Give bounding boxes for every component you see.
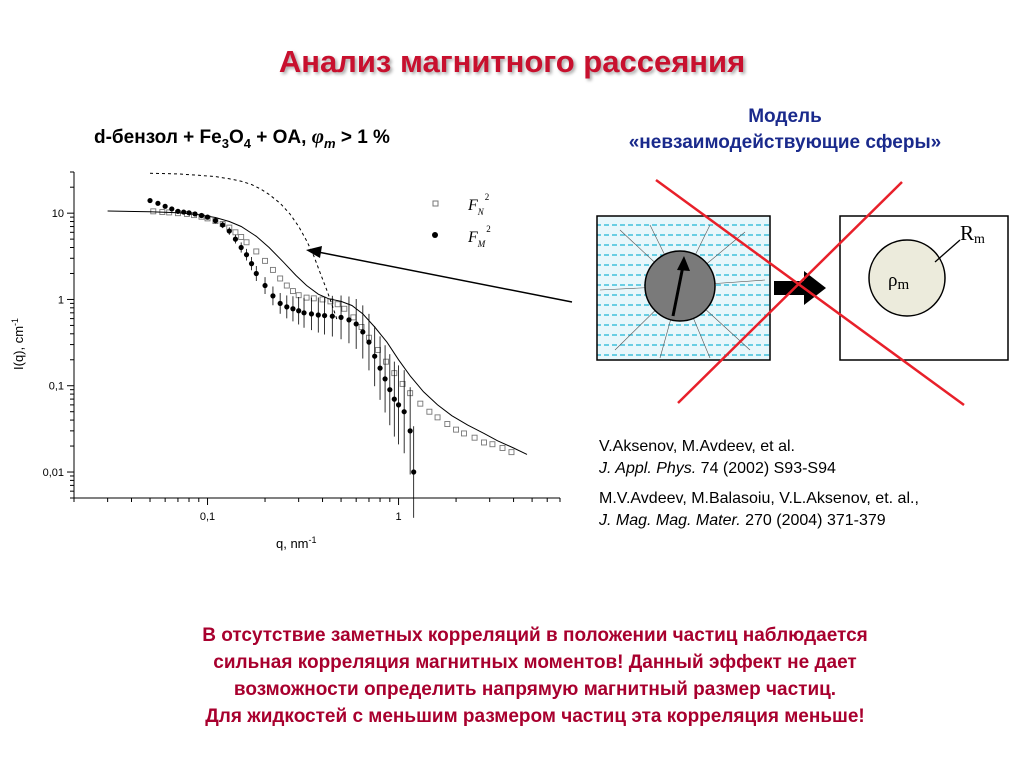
data-point-fn2 [296,293,301,298]
chart-ticks [67,172,560,505]
data-point-fm2 [408,428,413,433]
conclusion-line-4: Для жидкостей с меньшим размером частиц эта корреляция меньше! [205,706,865,727]
data-point-fm2 [254,271,259,276]
data-point-fm2 [372,354,377,359]
data-point-fn2 [427,409,432,414]
r-m-label: Rm [960,221,985,247]
data-point-fm2 [322,313,327,318]
data-point-fn2 [418,401,423,406]
reference-2-journal: J. Mag. Mag. Mater. [599,512,741,529]
model-title-line1: Модель [748,106,822,127]
data-point-fm2 [233,237,238,242]
data-point-fm2 [330,314,335,319]
data-point-fm2 [227,228,232,233]
y-tick-label: 10 [51,208,64,221]
sample-label [94,124,390,151]
data-point-fm2 [309,311,314,316]
chart-x-axis-label: q, $nm^{-1}$ [276,535,317,551]
reference-2-authors: M.V.Avdeev, M.Balasoiu, V.L.Aksenov, et. al., [599,490,919,507]
sample-sub1: 3 [221,135,229,151]
conclusion-text [70,622,1000,730]
data-point-fm2 [262,283,267,288]
chart-legend [432,192,491,249]
slide-title: Анализ магнитного рассеяния [278,44,746,79]
data-point-fn2 [351,315,356,320]
data-point-fm2 [338,315,343,320]
reference-1-authors: V.Aksenov, M.Avdeev, et al. [599,438,795,455]
data-point-fn2 [500,445,505,450]
data-point-fn2 [445,422,450,427]
data-point-fn2 [342,306,347,311]
data-point-fm2 [387,387,392,392]
sample-suffix: + OA, [250,127,312,148]
data-point-fm2 [186,210,191,215]
data-point-fm2 [290,306,295,311]
data-point-fn2 [509,450,514,455]
conclusion-line-1: В отсутствие заметных корреляций в положении частиц наблюдается [202,625,868,646]
legend-marker-fm2 [432,232,438,238]
data-point-fm2 [382,376,387,381]
data-point-fm2 [296,308,301,313]
dashed-curve [150,173,338,322]
pointer-arrow [318,252,572,302]
data-point-fm2 [249,261,254,266]
data-point-fm2 [377,366,382,371]
reference-1-details: 74 (2002) S93-S94 [696,460,836,477]
data-point-fm2 [205,215,210,220]
legend-marker-fn2 [433,201,438,206]
data-point-fm2 [366,340,371,345]
data-point-fn2 [435,415,440,420]
data-point-fm2 [346,317,351,322]
phi-symbol: φ [311,124,324,148]
data-point-fn2 [254,249,259,254]
data-point-fm2 [284,304,289,309]
data-point-fn2 [481,440,486,445]
data-point-fm2 [220,222,225,227]
data-point-fn2 [454,427,459,432]
sample-prefix: d-бензол + Fe [94,127,222,148]
y-tick-label: 0,01 [42,467,64,480]
y-tick-label: 0,1 [48,380,64,393]
chart-y-axis-label: I(q), $cm^{-1}$ [10,317,26,370]
x-tick-label: 1 [395,511,402,523]
chart-tick-labels [43,208,402,523]
data-point-fm2 [213,218,218,223]
data-point-fm2 [411,469,416,474]
legend-label-fm2: $F_M^2$ [468,224,491,249]
phi-sub: m [323,135,336,151]
data-point-fn2 [290,289,295,294]
rho-m-label: ρm [888,270,910,293]
sample-mid: O [228,127,244,148]
data-point-fn2 [233,230,238,235]
x-tick-label: 0,1 [199,511,216,523]
data-point-fm2 [316,312,321,317]
data-point-fm2 [396,402,401,407]
data-point-fn2 [359,324,364,329]
data-point-fn2 [490,442,495,447]
data-point-fn2 [304,295,309,300]
data-point-fm2 [147,198,152,203]
data-point-fn2 [461,431,466,436]
data-point-fm2 [270,293,275,298]
data-point-fn2 [472,435,477,440]
data-point-fn2 [239,234,244,239]
reference-1-journal: J. Appl. Phys. [599,460,697,477]
chart-series [108,173,527,518]
data-point-fn2 [244,240,249,245]
legend-label-fn2: $F_N^2$ [468,192,490,217]
scattering-chart [0,160,580,560]
data-point-fm2 [278,301,283,306]
y-tick-label: 1 [57,294,64,307]
sample-sub2: 4 [243,135,251,151]
model-title-line2: «невзаимодействующие сферы» [628,132,942,153]
data-point-fm2 [402,409,407,414]
conclusion-line-3: возможности определить напрямую магнитный размер частиц. [233,679,837,700]
sphere-model-diagram [580,170,1020,420]
data-point-fm2 [239,245,244,250]
data-point-fn2 [278,276,283,281]
references [599,436,919,540]
data-point-fn2 [270,267,275,272]
reference-1 [599,436,919,480]
data-point-fm2 [392,397,397,402]
reference-2 [599,488,919,532]
model-title [560,104,1010,156]
data-point-fm2 [244,252,249,257]
conclusion-line-2: сильная корреляция магнитных моментов! Данный эффект не дает [213,652,857,673]
data-point-fn2 [311,296,316,301]
data-point-fm2 [360,329,365,334]
data-point-fm2 [301,310,306,315]
data-point-fm2 [169,206,174,211]
data-point-fn2 [284,283,289,288]
data-point-fn2 [263,258,268,263]
data-point-fm2 [354,321,359,326]
sample-tail: > 1 % [335,127,390,148]
data-point-fn2 [384,359,389,364]
data-point-fm2 [163,204,168,209]
data-point-fm2 [155,201,160,206]
reference-2-details: 270 (2004) 371-379 [740,512,886,529]
data-point-fn2 [335,302,340,307]
